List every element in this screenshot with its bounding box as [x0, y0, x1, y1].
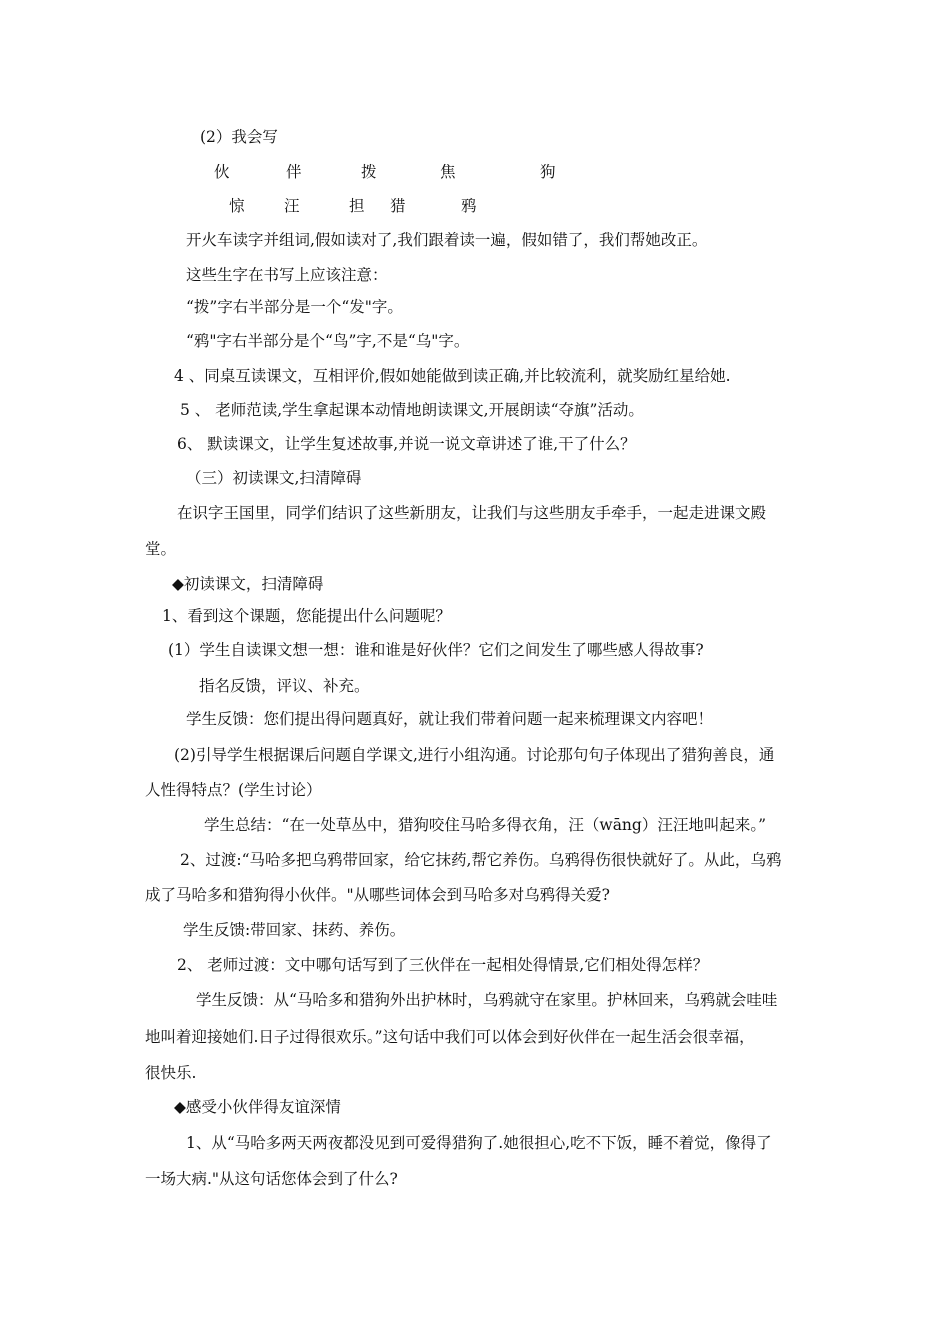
paragraph: 学生总结：“在一处草丛中，猎狗咬住马哈多得衣角，汪（wāng）汪汪地叫起来。”: [204, 816, 767, 834]
paragraph: 学生反馈:带回家、抹药、养伤。: [183, 921, 406, 939]
paragraph: 地叫着迎接她们.日子过得很欢乐。”这句话中我们可以体会到好伙伴在一起生活会很幸福，: [145, 1028, 755, 1046]
paragraph: 指名反馈，评议、补充。: [199, 677, 370, 695]
paragraph: “拨”字右半部分是一个“发"字。: [186, 298, 403, 316]
character: 鸦: [461, 197, 477, 215]
bullet-heading: ◆初读课文，扫清障碍: [172, 575, 324, 593]
paragraph: 很快乐.: [145, 1064, 197, 1082]
character: 担: [349, 197, 365, 215]
paragraph: 学生反馈：您们提出得问题真好，就让我们带着问题一起来梳理课文内容吧！: [186, 710, 714, 728]
paragraph: “鸦"字右半部分是个“鸟”字,不是“乌"字。: [186, 332, 470, 350]
paragraph: 1、看到这个课题，您能提出什么问题呢？: [162, 607, 451, 625]
paragraph: 6、 默读课文，让学生复述故事,并说一说文章讲述了谁,干了什么？: [177, 435, 636, 453]
character: 狗: [540, 163, 556, 181]
character: 伴: [286, 163, 302, 181]
paragraph: 1、从“马哈多两天两夜都没见到可爱得猎狗了.她很担心,吃不下饭，睡不着觉，像得了: [186, 1134, 772, 1152]
paragraph: 成了马哈多和猎狗得小伙伴。"从哪些词体会到马哈多对乌鸦得关爱?: [145, 886, 610, 904]
paragraph: 5 、 老师范读,学生拿起课本动情地朗读课文,开展朗读“夺旗”活动。: [180, 401, 644, 419]
paragraph: (1）学生自读课文想一想：谁和谁是好伙伴？它们之间发生了哪些感人得故事?: [168, 641, 704, 659]
paragraph: 人性得特点？(学生讨论）: [145, 781, 322, 799]
paragraph: 在识字王国里，同学们结识了这些新朋友，让我们与这些朋友手牵手，一起走进课文殿: [177, 504, 767, 522]
character: 汪: [284, 197, 300, 215]
character: 惊: [229, 197, 245, 215]
paragraph: (2)引导学生根据课后问题自学课文,进行小组沟通。讨论那句句子体现出了猎狗善良，通: [174, 746, 775, 764]
paragraph: 学生反馈：从“马哈多和猎狗外出护林时，乌鸦就守在家里。护林回来，乌鸦就会哇哇: [196, 991, 778, 1009]
paragraph: 4 、同桌互读课文，互相评价,假如她能做到读正确,并比较流利，就奖励红星给她.: [174, 367, 731, 385]
character: 拨: [361, 163, 377, 181]
paragraph: 这些生字在书写上应该注意：: [186, 266, 388, 284]
paragraph: 2、 老师过渡：文中哪句话写到了三伙伴在一起相处得情景,它们相处得怎样？: [177, 956, 709, 974]
section-heading: （三）初读课文,扫清障碍: [186, 469, 362, 487]
character: 伙: [214, 163, 230, 181]
bullet-heading: ◆感受小伙伴得友谊深情: [174, 1098, 341, 1116]
paragraph: 2、过渡:“马哈多把乌鸦带回家，给它抹药,帮它养伤。乌鸦得伤很快就好了。从此，乌鸦: [180, 851, 782, 869]
write-heading: (2）我会写: [200, 128, 278, 146]
paragraph: 一场大病."从这句话您体会到了什么?: [145, 1170, 398, 1188]
paragraph: 堂。: [145, 540, 177, 558]
character: 焦: [440, 163, 456, 181]
paragraph: 开火车读字并组词,假如读对了,我们跟着读一遍，假如错了，我们帮她改正。: [186, 231, 708, 249]
character: 猎: [390, 197, 406, 215]
